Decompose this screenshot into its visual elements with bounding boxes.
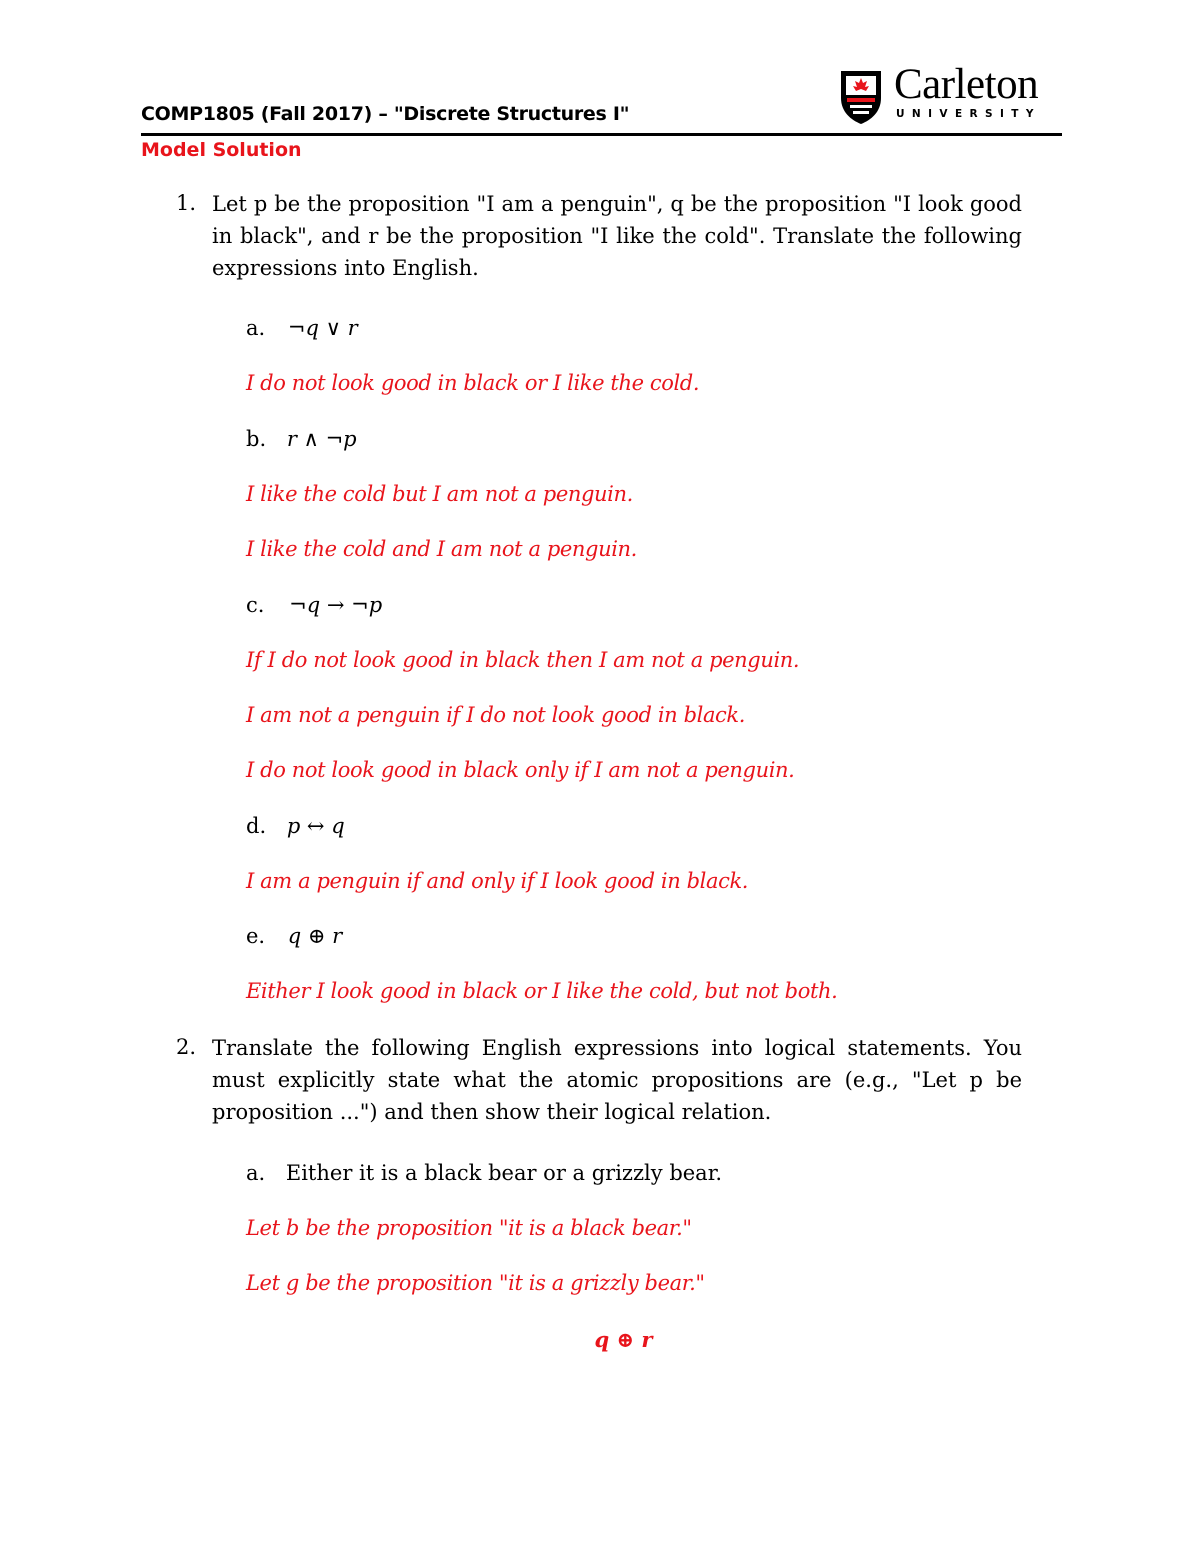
logo-wordmark: Carleton xyxy=(894,61,1039,108)
header-rule xyxy=(141,133,1062,136)
q2-text: Translate the following English expressions into logical statements. You must explicitly state what the atomic propositions are (e.g., "Let p be proposition ...") and then show their logical relation. xyxy=(212,1036,1022,1124)
q1e-answer-1: Either I look good in black or I like the cold, but not both. xyxy=(246,979,838,1003)
q2a-formula: q ⊕ r xyxy=(594,1327,653,1352)
logo-university: UNIVERSITY xyxy=(896,108,1041,120)
q1c-item xyxy=(246,593,382,617)
q2a-answer-1: Let b be the proposition "it is a black bear." xyxy=(246,1216,692,1240)
q1c-answer-1: If I do not look good in black then I am not a penguin. xyxy=(246,648,800,672)
q1-number: 1. xyxy=(176,191,197,215)
shield-icon xyxy=(838,68,884,126)
q1-text: Let p be the proposition "I am a penguin", q be the proposition "I look good in black", and r be the proposition "I like the cold". Translate the following expressions into English. xyxy=(212,192,1022,280)
q1e-expression: q ⊕ r xyxy=(287,924,343,948)
q1d-item xyxy=(246,814,345,838)
q1b-answer-2: I like the cold and I am not a penguin. xyxy=(246,537,637,561)
q1a-expression: ¬q ∨ r xyxy=(287,316,358,340)
q2a-item xyxy=(246,1161,722,1185)
model-solution-label: Model Solution xyxy=(141,139,302,161)
q2a-label: a. xyxy=(246,1161,266,1185)
q1e-item xyxy=(246,924,342,948)
q2a-answer-2: Let g be the proposition "it is a grizzly bear." xyxy=(246,1271,705,1295)
q1b-label: b. xyxy=(246,427,267,451)
q1d-expression: p ↔ q xyxy=(286,814,345,838)
q1c-label: c. xyxy=(246,593,265,617)
q1a-item xyxy=(246,316,358,340)
q1c-answer-2: I am not a penguin if I do not look good in black. xyxy=(246,703,746,727)
q1c-expression: ¬q → ¬p xyxy=(289,593,383,617)
q1d-label: d. xyxy=(246,814,267,838)
q2a-text: Either it is a black bear or a grizzly bear. xyxy=(285,1161,723,1185)
q1b-item xyxy=(246,427,357,451)
course-title: COMP1805 (Fall 2017) – "Discrete Structures I" xyxy=(141,103,630,125)
q1d-answer-1: I am a penguin if and only if I look good in black. xyxy=(246,869,749,893)
carleton-logo xyxy=(838,61,1048,128)
q1b-expression: r ∧ ¬p xyxy=(286,427,357,451)
q1a-label: a. xyxy=(246,316,266,340)
q1e-label: e. xyxy=(246,924,266,948)
q2-number: 2. xyxy=(176,1035,197,1059)
q1b-answer-1: I like the cold but I am not a penguin. xyxy=(246,482,633,506)
q1a-answer-1: I do not look good in black or I like the cold. xyxy=(246,371,700,395)
q1c-answer-3: I do not look good in black only if I am not a penguin. xyxy=(246,758,795,782)
